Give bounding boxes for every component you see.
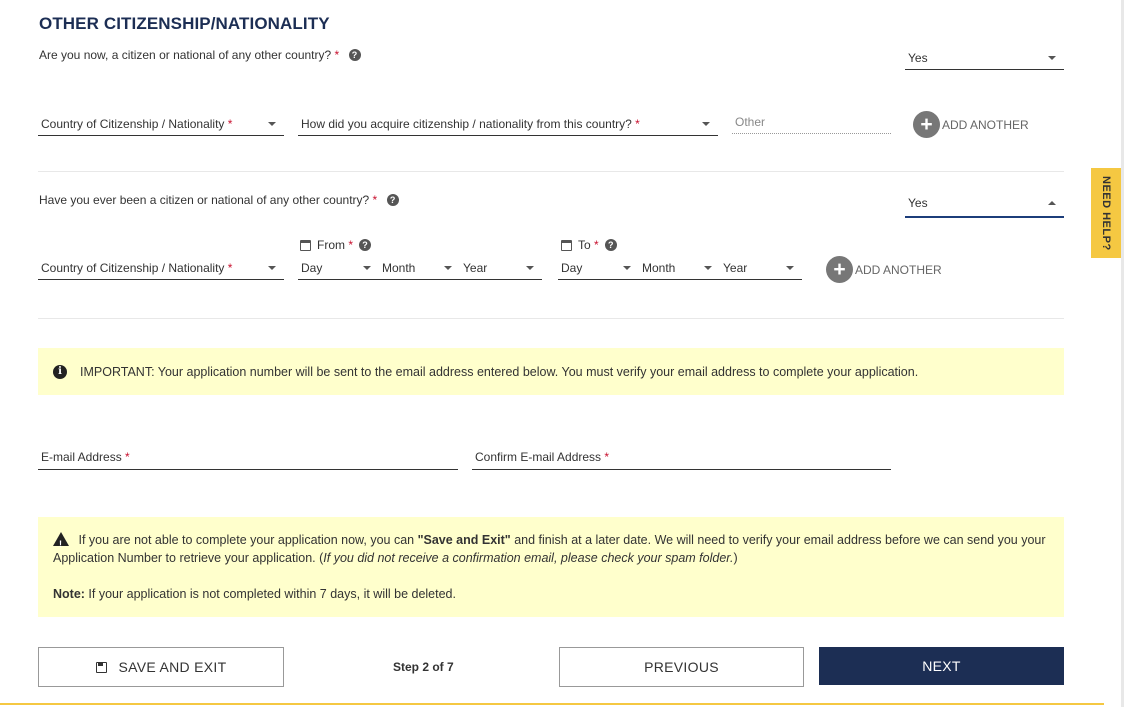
q1-yes-no-select[interactable] bbox=[905, 46, 1064, 70]
chevron-down-icon bbox=[623, 266, 631, 270]
q1-label-text: Are you now, a citizen or national of any other country? bbox=[39, 48, 332, 62]
divider bbox=[38, 171, 1064, 172]
q1-label bbox=[39, 48, 361, 62]
q1-acquire-select[interactable] bbox=[298, 112, 718, 136]
from-year-select[interactable]: Year bbox=[460, 261, 542, 275]
need-help-label: NEED HELP? bbox=[1100, 175, 1112, 251]
q2-selected-value: Yes bbox=[908, 196, 928, 210]
add-another-label: ADD ANOTHER bbox=[942, 117, 1029, 132]
q2-add-another-button[interactable] bbox=[826, 256, 942, 283]
warning-triangle-icon: ! bbox=[53, 532, 69, 546]
chevron-down-icon bbox=[268, 122, 276, 126]
chevron-down-icon bbox=[444, 266, 452, 270]
question-circle-icon[interactable]: ? bbox=[605, 239, 617, 251]
chevron-down-icon bbox=[702, 122, 710, 126]
to-month-select[interactable]: Month bbox=[639, 261, 720, 275]
save-exit-warning bbox=[38, 517, 1064, 617]
calendar-icon bbox=[561, 240, 572, 251]
q2-country-select[interactable] bbox=[38, 256, 284, 280]
q1-add-another-button[interactable] bbox=[913, 111, 1029, 138]
confirm-email-field[interactable]: Confirm E-mail Address * bbox=[472, 444, 891, 470]
required-mark: * bbox=[372, 193, 378, 207]
to-year-select[interactable]: Year bbox=[720, 261, 802, 275]
step-indicator: Step 2 of 7 bbox=[393, 660, 454, 674]
q2-yes-no-select[interactable] bbox=[905, 190, 1064, 218]
warning-paragraph: ! If you are not able to complete your application now, you can "Save and Exit" and finish at a later date. We will need to verify your email address before we can send you your Application Number to retrieve your application. (If you did not receive a confirmation email, please check your spam folder.) bbox=[53, 533, 1046, 565]
to-label: To * ? bbox=[561, 238, 617, 252]
to-date-group bbox=[558, 256, 802, 280]
q1-selected-value: Yes bbox=[908, 50, 928, 65]
chevron-down-icon bbox=[363, 266, 371, 270]
plus-circle-icon: + bbox=[913, 111, 940, 138]
q1-country-select[interactable] bbox=[38, 112, 284, 136]
plus-circle-icon: + bbox=[826, 256, 853, 283]
info-circle-icon: i bbox=[53, 365, 67, 379]
from-day-select[interactable]: Day bbox=[298, 261, 379, 275]
to-day-select[interactable]: Day bbox=[558, 261, 639, 275]
from-date-group bbox=[298, 256, 542, 280]
previous-button[interactable]: PREVIOUS bbox=[559, 647, 804, 687]
q1-acquire-label: How did you acquire citizenship / nationality from this country? * bbox=[301, 116, 640, 131]
save-and-exit-label: SAVE AND EXIT bbox=[118, 659, 227, 675]
next-button[interactable]: NEXT bbox=[819, 647, 1064, 685]
from-month-select[interactable]: Month bbox=[379, 261, 460, 275]
q2-label bbox=[39, 193, 399, 207]
chevron-down-icon bbox=[526, 266, 534, 270]
confirm-email-label: Confirm E-mail Address bbox=[475, 449, 602, 464]
question-circle-icon[interactable]: ? bbox=[387, 194, 399, 206]
important-notice bbox=[38, 348, 1064, 395]
important-text: IMPORTANT: Your application number will be sent to the email address entered below. You must verify your email address to complete your application. bbox=[80, 364, 919, 379]
email-label: E-mail Address bbox=[41, 449, 122, 464]
q2-label-text: Have you ever been a citizen or national of any other country? bbox=[39, 193, 370, 207]
chevron-down-icon bbox=[1048, 56, 1056, 60]
chevron-down-icon bbox=[786, 266, 794, 270]
question-circle-icon[interactable]: ? bbox=[359, 239, 371, 251]
chevron-down-icon bbox=[268, 266, 276, 270]
email-field[interactable]: E-mail Address * bbox=[38, 444, 458, 470]
q1-other-input[interactable]: Other bbox=[732, 110, 891, 134]
add-another-label: ADD ANOTHER bbox=[855, 262, 942, 277]
chevron-down-icon bbox=[704, 266, 712, 270]
from-label: From * ? bbox=[300, 238, 371, 252]
section-title: OTHER CITIZENSHIP/NATIONALITY bbox=[39, 14, 330, 33]
q1-country-label: Country of Citizenship / Nationality * bbox=[41, 116, 233, 131]
chevron-up-icon bbox=[1048, 201, 1056, 205]
save-and-exit-button[interactable] bbox=[38, 647, 284, 687]
question-circle-icon[interactable]: ? bbox=[349, 49, 361, 61]
divider bbox=[38, 318, 1064, 319]
bottom-accent-line bbox=[0, 703, 1104, 705]
required-mark: * bbox=[334, 48, 340, 62]
warning-note: Note: If your application is not completed within 7 days, it will be deleted. bbox=[53, 587, 456, 601]
floppy-disk-icon bbox=[96, 662, 107, 673]
q2-country-label: Country of Citizenship / Nationality * bbox=[41, 260, 233, 275]
need-help-tab[interactable] bbox=[1091, 168, 1121, 258]
calendar-icon bbox=[300, 240, 311, 251]
